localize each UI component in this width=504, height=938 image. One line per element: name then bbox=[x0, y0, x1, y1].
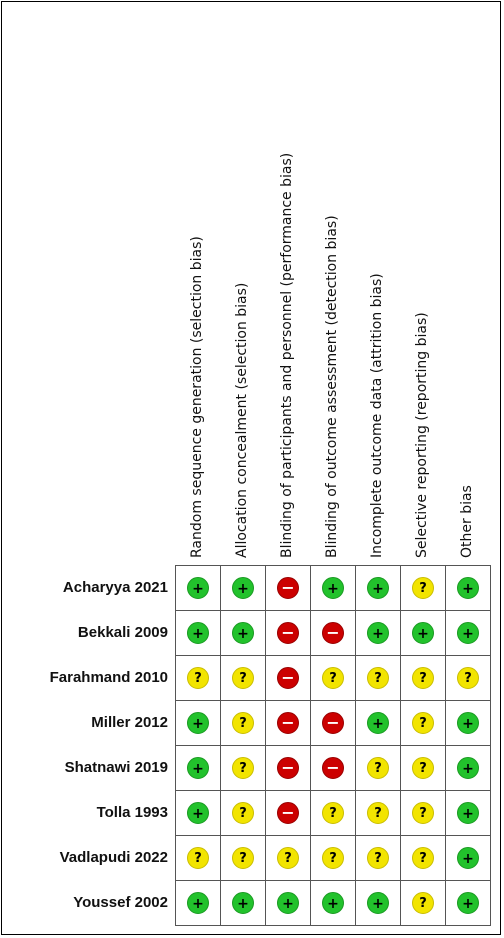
judgement-cell bbox=[356, 881, 401, 926]
judgement-cell bbox=[446, 566, 491, 611]
judgement-cell bbox=[311, 656, 356, 701]
table-row bbox=[176, 836, 491, 881]
judgement-cell bbox=[356, 836, 401, 881]
unclear-risk-icon: ? bbox=[412, 577, 434, 599]
judgement-cell bbox=[401, 701, 446, 746]
study-label: Tolla 1993 bbox=[96, 804, 168, 821]
low-risk-icon: + bbox=[457, 892, 479, 914]
unclear-risk-icon: ? bbox=[322, 802, 344, 824]
table-row bbox=[176, 746, 491, 791]
low-risk-icon: + bbox=[232, 577, 254, 599]
judgement-cell bbox=[176, 881, 221, 926]
table-row bbox=[176, 881, 491, 926]
judgement-cell bbox=[356, 611, 401, 656]
table-row bbox=[176, 791, 491, 836]
study-label: Miller 2012 bbox=[91, 714, 168, 731]
high-risk-icon: − bbox=[277, 757, 299, 779]
unclear-risk-icon: ? bbox=[232, 847, 254, 869]
judgement-cell bbox=[401, 566, 446, 611]
low-risk-icon: + bbox=[457, 622, 479, 644]
judgement-cell bbox=[221, 566, 266, 611]
low-risk-icon: + bbox=[457, 577, 479, 599]
judgement-cell bbox=[446, 611, 491, 656]
judgement-cell bbox=[446, 881, 491, 926]
table-row bbox=[176, 611, 491, 656]
judgement-cell bbox=[176, 701, 221, 746]
column-header: Allocation concealment (selection bias) bbox=[234, 282, 250, 558]
judgement-cell bbox=[311, 791, 356, 836]
unclear-risk-icon: ? bbox=[232, 712, 254, 734]
judgement-cell bbox=[266, 791, 311, 836]
low-risk-icon: + bbox=[457, 802, 479, 824]
unclear-risk-icon: ? bbox=[232, 667, 254, 689]
high-risk-icon: − bbox=[277, 802, 299, 824]
judgement-cell bbox=[401, 791, 446, 836]
low-risk-icon: + bbox=[457, 757, 479, 779]
unclear-risk-icon: ? bbox=[412, 802, 434, 824]
judgement-cell bbox=[266, 836, 311, 881]
judgement-cell bbox=[356, 701, 401, 746]
unclear-risk-icon: ? bbox=[412, 667, 434, 689]
column-header: Blinding of participants and personnel (performance bias) bbox=[279, 152, 295, 558]
judgement-cell bbox=[446, 836, 491, 881]
table-row bbox=[176, 656, 491, 701]
low-risk-icon: + bbox=[322, 892, 344, 914]
judgement-cell bbox=[356, 791, 401, 836]
judgement-cell bbox=[401, 746, 446, 791]
low-risk-icon: + bbox=[232, 622, 254, 644]
low-risk-icon: + bbox=[367, 622, 389, 644]
low-risk-icon: + bbox=[367, 892, 389, 914]
high-risk-icon: − bbox=[322, 712, 344, 734]
study-label: Farahmand 2010 bbox=[49, 669, 168, 686]
judgement-cell bbox=[401, 881, 446, 926]
judgement-cell bbox=[356, 566, 401, 611]
judgement-cell bbox=[176, 836, 221, 881]
judgement-cell bbox=[311, 611, 356, 656]
table-row bbox=[176, 701, 491, 746]
unclear-risk-icon: ? bbox=[322, 847, 344, 869]
unclear-risk-icon: ? bbox=[457, 667, 479, 689]
judgement-cell bbox=[446, 701, 491, 746]
judgement-cell bbox=[221, 881, 266, 926]
unclear-risk-icon: ? bbox=[187, 847, 209, 869]
study-label: Vadlapudi 2022 bbox=[59, 849, 168, 866]
low-risk-icon: + bbox=[412, 622, 434, 644]
unclear-risk-icon: ? bbox=[367, 802, 389, 824]
risk-of-bias-grid bbox=[175, 565, 491, 926]
unclear-risk-icon: ? bbox=[322, 667, 344, 689]
low-risk-icon: + bbox=[322, 577, 344, 599]
judgement-cell bbox=[401, 836, 446, 881]
high-risk-icon: − bbox=[322, 757, 344, 779]
low-risk-icon: + bbox=[187, 892, 209, 914]
judgement-cell bbox=[311, 836, 356, 881]
low-risk-icon: + bbox=[457, 712, 479, 734]
judgement-cell bbox=[266, 566, 311, 611]
judgement-cell bbox=[221, 611, 266, 656]
unclear-risk-icon: ? bbox=[412, 712, 434, 734]
unclear-risk-icon: ? bbox=[232, 757, 254, 779]
judgement-cell bbox=[311, 881, 356, 926]
high-risk-icon: − bbox=[277, 622, 299, 644]
unclear-risk-icon: ? bbox=[367, 667, 389, 689]
judgement-cell bbox=[221, 701, 266, 746]
judgement-cell bbox=[311, 746, 356, 791]
table-row bbox=[176, 566, 491, 611]
judgement-cell bbox=[176, 791, 221, 836]
high-risk-icon: − bbox=[277, 577, 299, 599]
low-risk-icon: + bbox=[457, 847, 479, 869]
judgement-cell bbox=[311, 701, 356, 746]
judgement-cell bbox=[266, 656, 311, 701]
study-label: Shatnawi 2019 bbox=[64, 759, 168, 776]
column-header: Selective reporting (reporting bias) bbox=[414, 312, 430, 558]
low-risk-icon: + bbox=[367, 712, 389, 734]
judgement-cell bbox=[446, 791, 491, 836]
column-header: Random sequence generation (selection bias) bbox=[189, 236, 205, 558]
column-header: Blinding of outcome assessment (detection bias) bbox=[324, 215, 340, 558]
judgement-cell bbox=[446, 656, 491, 701]
low-risk-icon: + bbox=[187, 577, 209, 599]
judgement-cell bbox=[401, 611, 446, 656]
judgement-cell bbox=[266, 746, 311, 791]
column-header: Other bias bbox=[459, 485, 475, 558]
low-risk-icon: + bbox=[367, 577, 389, 599]
judgement-cell bbox=[176, 566, 221, 611]
judgement-cell bbox=[446, 746, 491, 791]
high-risk-icon: − bbox=[322, 622, 344, 644]
judgement-cell bbox=[266, 701, 311, 746]
judgement-cell bbox=[221, 746, 266, 791]
judgement-cell bbox=[266, 881, 311, 926]
high-risk-icon: − bbox=[277, 712, 299, 734]
judgement-cell bbox=[221, 836, 266, 881]
unclear-risk-icon: ? bbox=[367, 757, 389, 779]
study-label: Youssef 2002 bbox=[73, 894, 168, 911]
study-label: Bekkali 2009 bbox=[77, 624, 168, 641]
low-risk-icon: + bbox=[187, 757, 209, 779]
judgement-cell bbox=[401, 656, 446, 701]
column-header: Incomplete outcome data (attrition bias) bbox=[369, 273, 385, 558]
judgement-cell bbox=[356, 746, 401, 791]
judgement-cell bbox=[311, 566, 356, 611]
unclear-risk-icon: ? bbox=[277, 847, 299, 869]
low-risk-icon: + bbox=[232, 892, 254, 914]
judgement-cell bbox=[176, 746, 221, 791]
unclear-risk-icon: ? bbox=[232, 802, 254, 824]
unclear-risk-icon: ? bbox=[412, 757, 434, 779]
low-risk-icon: + bbox=[187, 712, 209, 734]
unclear-risk-icon: ? bbox=[412, 892, 434, 914]
low-risk-icon: + bbox=[187, 802, 209, 824]
unclear-risk-icon: ? bbox=[367, 847, 389, 869]
low-risk-icon: + bbox=[187, 622, 209, 644]
judgement-cell bbox=[221, 656, 266, 701]
study-label: Acharyya 2021 bbox=[62, 579, 168, 596]
judgement-cell bbox=[266, 611, 311, 656]
unclear-risk-icon: ? bbox=[412, 847, 434, 869]
judgement-cell bbox=[176, 611, 221, 656]
judgement-cell bbox=[176, 656, 221, 701]
unclear-risk-icon: ? bbox=[187, 667, 209, 689]
judgement-cell bbox=[221, 791, 266, 836]
high-risk-icon: − bbox=[277, 667, 299, 689]
judgement-cell bbox=[356, 656, 401, 701]
low-risk-icon: + bbox=[277, 892, 299, 914]
